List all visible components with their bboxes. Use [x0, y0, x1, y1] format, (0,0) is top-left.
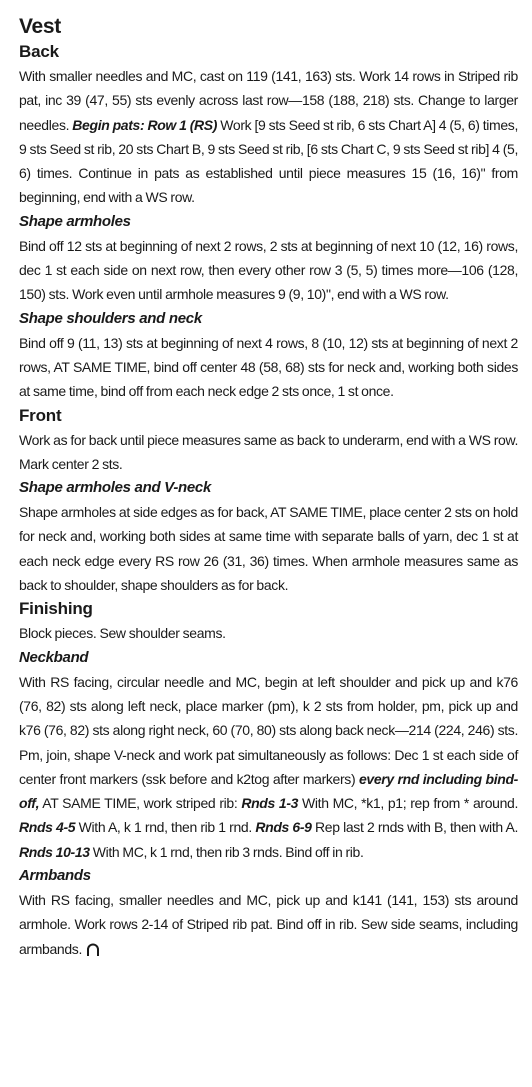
finishing-intro-paragraph: Block pieces. Sew shoulder seams. — [19, 625, 226, 642]
neckband-text-6: With MC, k 1 rnd, then rib 3 rnds. Bind off in rib. — [89, 843, 364, 860]
neckband-rnds-10-13-label: Rnds 10-13 — [19, 843, 90, 860]
end-of-pattern-arch-icon — [86, 940, 100, 964]
neckband-rnds-1-3-label: Rnds 1-3 — [241, 795, 299, 812]
back-shoulders-heading: Shape shoulders and neck — [19, 309, 202, 327]
back-section — [19, 40, 518, 404]
back-armholes-paragraph: Bind off 12 sts at beginning of next 2 rows, 2 sts at beginning of next 10 (12, 16) rows, dec 1 st each side on next row, then every other row 3 (5, 5) times more—106 (128, 150) sts. Work even until armhole measures 9 (9, 10)", end with a WS row. — [19, 237, 518, 303]
back-heading: Back — [19, 42, 59, 61]
armbands-paragraph — [19, 888, 518, 964]
neckband-heading: Neckband — [19, 648, 89, 666]
finishing-heading: Finishing — [19, 599, 93, 619]
neckband-paragraph — [19, 670, 518, 864]
front-vneck-heading: Shape armholes and V-neck — [19, 479, 212, 497]
pattern-title: Vest — [19, 15, 61, 38]
neckband-text-4: With A, k 1 rnd, then rib 1 rnd. — [75, 819, 256, 836]
back-intro-text-1: With smaller needles and MC, cast on 119 (141, 163) sts. Work 14 rows in Striped rib pat, inc 39 (47, 55) sts evenly across last row—158 (188, 218) sts. Change to larger needles. — [19, 68, 518, 133]
front-section — [19, 404, 518, 598]
back-armholes-heading: Shape armholes — [19, 212, 131, 230]
front-vneck-paragraph: Shape armholes at side edges as for back, AT SAME TIME, place center 2 sts on hold for neck and, working both sides at same time with separate balls of yarn, dec 1 st at each neck edge every RS row 26 (31, 36) times. When armhole measures same as back to shoulder, shape shoulders as for back. — [19, 504, 518, 594]
neckband-emphasis-every-rnd: every rnd including bind-off, — [19, 770, 518, 812]
neckband-text-5: Rep last 2 rnds with B, then with A. — [311, 819, 518, 836]
neckband-text-1: With RS facing, circular needle and MC, begin at left shoulder and pick up and k76 (76, 82) sts along left neck, place marker (pm), k 2 sts from holder, pm, pick up and k76 (76, 82) sts along right neck, 60 (70, 80) sts along back neck—214 (224, 246) sts. Pm, join, shape V-neck and work pat simultaneously as follows: Dec 1 st each side of center front markers (ssk before and k2tog after markers) — [19, 673, 518, 787]
finishing-section — [19, 597, 518, 964]
neckband-rnds-4-5-label: Rnds 4-5 — [19, 819, 76, 836]
back-shoulders-paragraph: Bind off 9 (11, 13) sts at beginning of next 4 rows, 8 (10, 12) sts at beginning of next 2 rows, AT SAME TIME, bind off center 48 (58, 68) sts for neck and, working both sides at same time, bind off from each neck edge 2 sts once, 1 st once. — [19, 334, 518, 400]
neckband-text-2: AT SAME TIME, work striped rib: — [39, 795, 242, 812]
back-intro-text-2: Work [9 sts Seed st rib, 6 sts Chart A] 4 (5, 6) times, 9 sts Seed st rib, 20 sts Chart B, 9 sts Seed st rib, [6 sts Chart C, 9 sts Seed st rib] 4 (5, 6) times. Continue in pats as established until piece measures 15 (16, 16)" from beginning, end with a WS row. — [19, 116, 518, 206]
armbands-text: With RS facing, smaller needles and MC, pick up and k141 (141, 153) sts around armhole. Work rows 2-14 of Striped rib pat. Bind off in rib. Sew side seams, including armbands. — [19, 892, 518, 957]
neckband-rnds-6-9-label: Rnds 6-9 — [255, 819, 312, 836]
armbands-heading: Armbands — [19, 867, 91, 885]
front-heading: Front — [19, 405, 62, 425]
neckband-text-3: With MC, *k1, p1; rep from * around. — [298, 795, 518, 812]
begin-pats-label: Begin pats: Row 1 (RS) — [72, 116, 218, 133]
front-intro-paragraph: Work as for back until piece measures same as back to underarm, end with a WS row. Mark center 2 sts. — [19, 431, 518, 472]
back-intro-paragraph — [19, 64, 518, 210]
